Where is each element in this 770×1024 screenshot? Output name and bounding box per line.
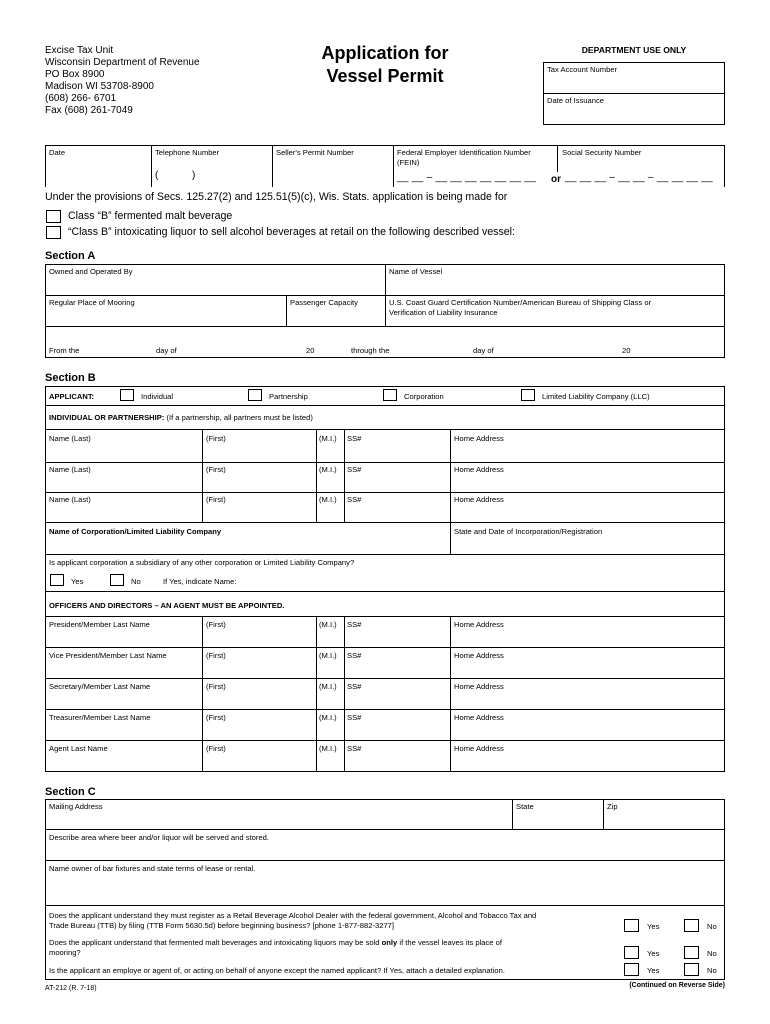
officer-first-name[interactable]: (First) xyxy=(206,651,226,660)
officer-ssn[interactable]: SS# xyxy=(347,682,362,691)
section-c-title: Section C xyxy=(45,786,96,798)
llc-checkbox[interactable] xyxy=(521,389,535,401)
address-line: Wisconsin Department of Revenue xyxy=(45,57,200,68)
fein-label xyxy=(397,148,531,168)
day-of-label: day of xyxy=(156,346,177,355)
from-label: From the xyxy=(49,346,80,355)
individual-partnership-note: (If a partnership, all partners must be listed) xyxy=(166,413,313,422)
zip-field[interactable]: Zip xyxy=(607,802,618,811)
tax-account-number-field[interactable]: Tax Account Number xyxy=(547,65,618,74)
officer-home-address[interactable]: Home Address xyxy=(454,620,504,629)
mooring-no-checkbox[interactable] xyxy=(684,946,699,959)
describe-area-field[interactable]: Describe area where beer and/or liquor will be served and stored. xyxy=(49,833,269,842)
partner-last-name[interactable]: Name (Last) xyxy=(49,434,91,443)
partner-last-name[interactable]: Name (Last) xyxy=(49,495,91,504)
address-line: PO Box 8900 xyxy=(45,69,105,80)
individual-checkbox[interactable] xyxy=(120,389,134,401)
ttb-yes-checkbox[interactable] xyxy=(624,919,639,932)
ssn-input[interactable]: __ __ __ – __ __ – __ __ __ __ xyxy=(565,172,714,183)
agency-address xyxy=(45,45,200,117)
subsidiary-name-field[interactable]: If Yes, indicate Name: xyxy=(163,577,237,586)
partner-ssn[interactable]: SS# xyxy=(347,465,362,474)
partner-last-name[interactable]: Name (Last) xyxy=(49,465,91,474)
coast-guard-field[interactable] xyxy=(389,298,651,318)
ttb-no-label: No xyxy=(707,922,717,931)
telephone-field[interactable]: Telephone Number xyxy=(155,148,220,157)
individual-partnership-heading: INDIVIDUAL OR PARTNERSHIP: xyxy=(49,413,165,422)
coast-guard-line2: Verification of Liability Insurance xyxy=(389,308,498,317)
mooring-question-line2: mooring? xyxy=(49,948,81,957)
llc-label: Limited Liability Company (LLC) xyxy=(542,392,650,401)
class-b-malt-label: Class “B” fermented malt beverage xyxy=(68,210,233,222)
section-a-title: Section A xyxy=(45,250,96,262)
agent-question: Is the applicant an employe or agent of, or acting on behalf of anyone except the named applicant? If Yes, attach a detailed explanation. xyxy=(49,966,505,975)
corporation-checkbox[interactable] xyxy=(383,389,397,401)
subsidiary-yes-checkbox[interactable] xyxy=(50,574,64,586)
agent-ssn[interactable]: SS# xyxy=(347,744,362,753)
year-label: 20 xyxy=(306,346,315,355)
passenger-capacity-field[interactable]: Passenger Capacity xyxy=(290,298,358,307)
applicant-label: APPLICANT: xyxy=(49,392,95,401)
partner-ssn[interactable]: SS# xyxy=(347,434,362,443)
or-label: or xyxy=(551,174,561,185)
agent-no-label: No xyxy=(707,966,717,975)
class-b-malt-checkbox[interactable] xyxy=(46,210,61,223)
officer-first-name[interactable]: (First) xyxy=(206,713,226,722)
individual-partnership-header xyxy=(49,413,313,423)
incorporation-field[interactable]: State and Date of Incorporation/Registration xyxy=(454,527,603,536)
officer-home-address[interactable]: Home Address xyxy=(454,682,504,691)
ttb-question xyxy=(49,911,536,931)
ttb-question-line2: Trade Bureau (TTB) by filing (TTB Form 5630.5d) before beginning business? [phone 1-877-882-3277] xyxy=(49,921,395,930)
mooring-no-label: No xyxy=(707,949,717,958)
address-line: Madison WI 53708-8900 xyxy=(45,81,154,92)
officer-ssn[interactable]: SS# xyxy=(347,651,362,660)
partner-ssn[interactable]: SS# xyxy=(347,495,362,504)
officer-ssn[interactable]: SS# xyxy=(347,713,362,722)
officer-home-address[interactable]: Home Address xyxy=(454,713,504,722)
subsidiary-no-label: No xyxy=(131,577,141,586)
officer-mi[interactable]: (M.I.) xyxy=(319,651,337,660)
partner-first-name[interactable]: (First) xyxy=(206,465,226,474)
form-id: AT-212 (R. 7-18) xyxy=(45,985,97,992)
partnership-checkbox[interactable] xyxy=(248,389,262,401)
owned-operated-field[interactable]: Owned and Operated By xyxy=(49,267,133,276)
ssn-label: Social Security Number xyxy=(562,148,642,157)
partner-mi[interactable]: (M.I.) xyxy=(319,465,337,474)
mooring-yes-label: Yes xyxy=(647,949,660,958)
agent-first-name[interactable]: (First) xyxy=(206,744,226,753)
officer-mi[interactable]: (M.I.) xyxy=(319,713,337,722)
partnership-label: Partnership xyxy=(269,392,308,401)
address-line: Excise Tax Unit xyxy=(45,45,114,56)
mooring-question-only: only xyxy=(381,938,398,947)
mooring-question-text-a: Does the applicant understand that fermented malt beverages and intoxicating liquors may be sold xyxy=(49,938,382,947)
partner-home-address[interactable]: Home Address xyxy=(454,434,504,443)
year-label-2: 20 xyxy=(622,346,631,355)
agent-yes-checkbox[interactable] xyxy=(624,963,639,976)
class-b-liquor-label: “Class B” intoxicating liquor to sell alcohol beverages at retail on the following described vessel: xyxy=(68,226,515,238)
partner-mi[interactable]: (M.I.) xyxy=(319,434,337,443)
mooring-question-text-b: if the vessel leaves its place of xyxy=(397,938,502,947)
form-title-line2: Vessel Permit xyxy=(326,66,444,86)
through-label: through the xyxy=(351,346,390,355)
date-field[interactable]: Date xyxy=(49,148,66,157)
agent-mi[interactable]: (M.I.) xyxy=(319,744,337,753)
mooring-yes-checkbox[interactable] xyxy=(624,946,639,959)
agent-home-address[interactable]: Home Address xyxy=(454,744,504,753)
subsidiary-question: Is applicant corporation a subsidiary of any other corporation or Limited Liability Company? xyxy=(49,558,355,567)
fein-label-line1: Federal Employer Identification Number xyxy=(397,148,531,157)
class-b-liquor-checkbox[interactable] xyxy=(46,226,61,239)
ttb-no-checkbox[interactable] xyxy=(684,919,699,932)
partner-first-name[interactable]: (First) xyxy=(206,434,226,443)
telephone-area-open: ( xyxy=(155,170,159,181)
ttb-question-line1: Does the applicant understand they must register as a Retail Beverage Alcohol Dealer with the federal government, Alcohol and Tobacco Tax and xyxy=(49,911,537,920)
officer-first-name[interactable]: (First) xyxy=(206,682,226,691)
partner-first-name[interactable]: (First) xyxy=(206,495,226,504)
agent-last-name[interactable]: Agent Last Name xyxy=(49,744,108,753)
officer-ssn[interactable]: SS# xyxy=(347,620,362,629)
bar-fixtures-field[interactable]: Name owner of bar fixtures and state terms of lease or rental. xyxy=(49,864,256,873)
address-line: Fax (608) 261-7049 xyxy=(45,105,133,116)
state-field[interactable]: State xyxy=(516,802,534,811)
form-title xyxy=(300,42,470,88)
ttb-yes-label: Yes xyxy=(647,922,660,931)
coast-guard-line1: U.S. Coast Guard Certification Number/American Bureau of Shipping Class or xyxy=(389,298,652,307)
subsidiary-no-checkbox[interactable] xyxy=(110,574,124,586)
form-title-line1: Application for xyxy=(321,43,449,63)
mooring-question-line1 xyxy=(49,938,502,948)
officers-header: OFFICERS AND DIRECTORS – AN AGENT MUST BE APPOINTED. xyxy=(49,601,285,610)
corporation-label: Corporation xyxy=(404,392,444,401)
officer-mi[interactable]: (M.I.) xyxy=(319,620,337,629)
address-line: (608) 266- 6701 xyxy=(45,93,117,104)
mooring-field[interactable]: Regular Place of Mooring xyxy=(49,298,135,307)
officer-last-name[interactable]: President/Member Last Name xyxy=(49,620,150,629)
officer-last-name[interactable]: Treasurer/Member Last Name xyxy=(49,713,151,722)
officer-mi[interactable]: (M.I.) xyxy=(319,682,337,691)
date-of-issuance-field[interactable]: Date of Issuance xyxy=(547,96,604,105)
section-b-title: Section B xyxy=(45,372,96,384)
vessel-name-field[interactable]: Name of Vessel xyxy=(389,267,443,276)
partner-home-address[interactable]: Home Address xyxy=(454,495,504,504)
mooring-question xyxy=(49,938,502,958)
provisions-text: Under the provisions of Secs. 125.27(2) and 125.51(5)(c), Wis. Stats. application is being made for xyxy=(45,191,508,203)
corporation-name-field[interactable]: Name of Corporation/Limited Liability Company xyxy=(49,527,222,536)
fein-input[interactable]: __ __ – __ __ __ __ __ __ __ xyxy=(397,172,537,183)
officer-last-name[interactable]: Secretary/Member Last Name xyxy=(49,682,151,691)
mailing-address-field[interactable]: Mailing Address xyxy=(49,802,103,811)
subsidiary-yes-label: Yes xyxy=(71,577,84,586)
sellers-permit-field[interactable]: Seller's Permit Number xyxy=(276,148,354,157)
day-of-label-2: day of xyxy=(473,346,494,355)
fein-label-line2: (FEIN) xyxy=(397,158,420,167)
partner-home-address[interactable]: Home Address xyxy=(454,465,504,474)
agent-yes-label: Yes xyxy=(647,966,660,975)
department-use-label: DEPARTMENT USE ONLY xyxy=(581,45,687,55)
partner-mi[interactable]: (M.I.) xyxy=(319,495,337,504)
continued-note: (Continued on Reverse Side) xyxy=(629,982,725,989)
telephone-area-close: ) xyxy=(192,170,196,181)
agent-no-checkbox[interactable] xyxy=(684,963,699,976)
officer-home-address[interactable]: Home Address xyxy=(454,651,504,660)
officer-last-name[interactable]: Vice President/Member Last Name xyxy=(49,651,167,660)
officer-first-name[interactable]: (First) xyxy=(206,620,226,629)
individual-label: Individual xyxy=(141,392,174,401)
